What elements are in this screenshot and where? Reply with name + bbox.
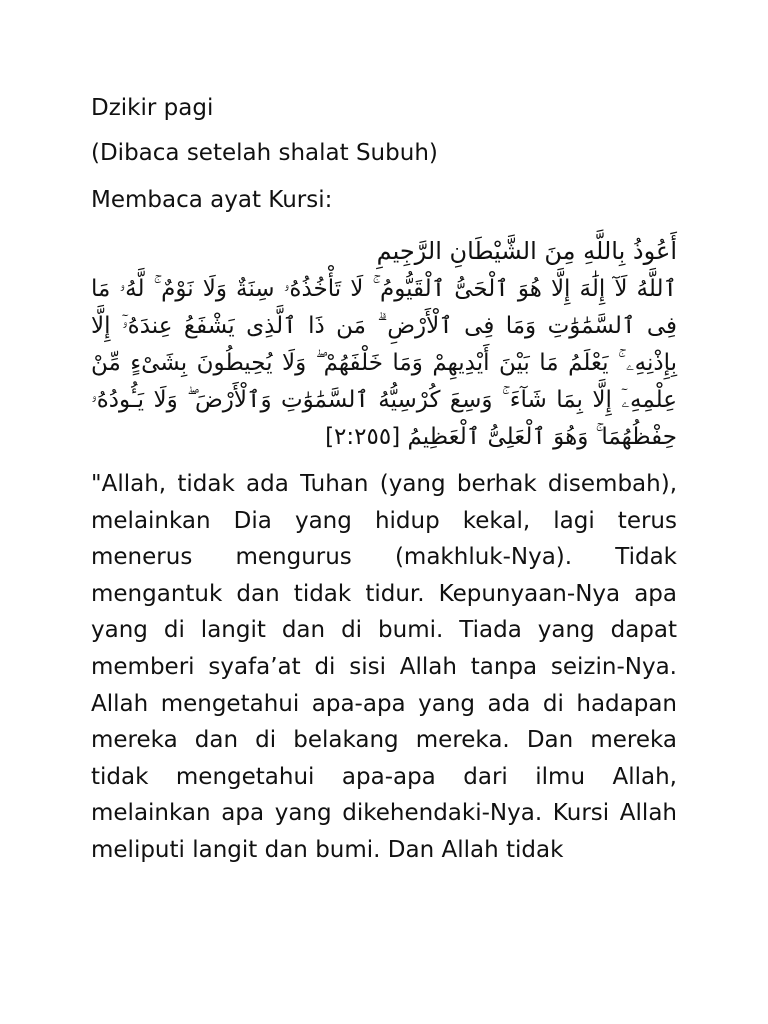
- ayat-kursi-arabic: ٱللَّهُ لَآ إِلَٰهَ إِلَّا هُوَ ٱلْحَىُّ ٱلْقَيُّومُ ۚ لَا تَأْخُذُهُۥ سِنَةٌ وَلَا نَوْمٌ ۚ لَّهُۥ مَا فِى ٱلسَّمَٰوَٰتِ وَمَا فِى ٱلْأَرْضِ ۗ مَن ذَا ٱلَّذِى يَشْفَعُ عِندَهُۥٓ إِلَّا بِإِذْنِهِۦ ۚ يَعْلَمُ مَا بَيْنَ أَيْدِيهِمْ وَمَا خَلْفَهُمْ ۖ وَلَا يُحِيطُونَ بِشَىْءٍ مِّنْ عِلْمِهِۦٓ إِلَّا بِمَا شَآءَ ۚ وَسِعَ كُرْسِيُّهُ ٱلسَّمَٰوَٰتِ وَٱلْأَرْضَ ۖ وَلَا يَـُٔودُهُۥ حِفْظُهُمَا ۚ وَهُوَ ٱلْعَلِىُّ ٱلْعَظِيمُ [٢:٢٥٥]: [91, 276, 677, 450]
- document-heading: Dzikir pagi: [91, 95, 214, 121]
- taawwudz-arabic: أَعُوذُ بِاللَّهِ مِنَ الشَّيْطَانِ الرَّجِيمِ: [376, 237, 677, 265]
- document-subheading: (Dibaca setelah shalat Subuh): [91, 140, 438, 166]
- document-page: [91, 92, 677, 869]
- translation-paragraph: "Allah, tidak ada Tuhan (yang berhak disembah), melainkan Dia yang hidup kekal, lagi terus menerus mengurus (makhluk-Nya). Tidak mengantuk dan tidak tidur. Kepunyaan-Nya apa yang di langit dan di bumi. Tiada yang dapat memberi syafa’at di sisi Allah tanpa seizin-Nya. Allah mengetahui apa-apa yang ada di hadapan mereka dan di belakang mereka. Dan mereka tidak mengetahui apa-apa dari ilmu Allah, melainkan apa yang dikehendaki-Nya. Kursi Allah meliputi langit dan bumi. Dan Allah tidak: [91, 471, 677, 863]
- intro-text: Membaca ayat Kursi:: [91, 187, 333, 213]
